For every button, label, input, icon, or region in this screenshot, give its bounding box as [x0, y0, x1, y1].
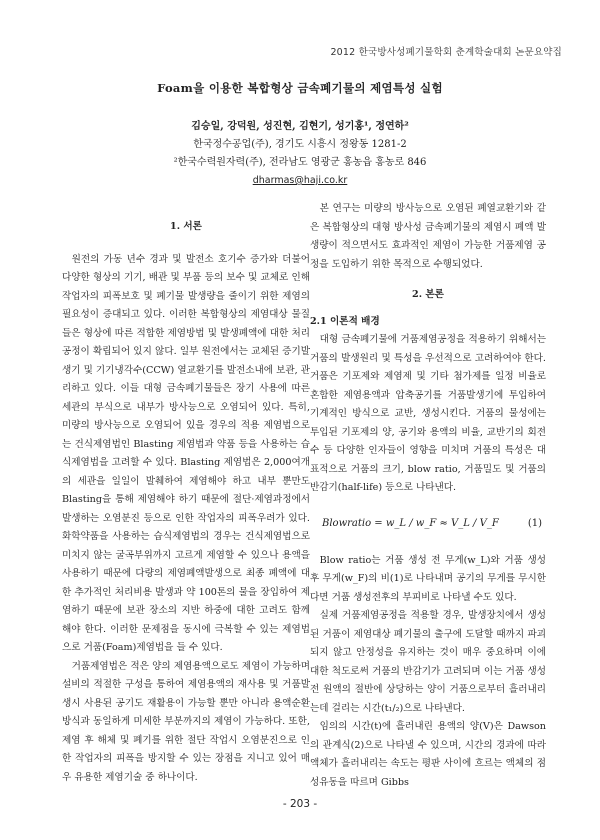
section-heading-intro: 1. 서론: [170, 221, 202, 232]
section-heading-main: 2. 본론: [412, 289, 444, 300]
intro-paragraph-1: 원전의 가동 년수 경과 및 발전소 호기수 증가와 더불어 다양한 형상의 기기, 배관 및 부품 등의 보수 및 교체로 인해 작업자의 피폭보호 및 폐기물 발생량을 줄이기 위한 제염의 필요성이 증대되고 있다. 이러한 복합형상의 제염대상 물질들은 형상에 따른 적합한 제염방법 및 발생폐액에 대한 처리공정이 확립되어 있지 않다. 일부 원전에서는 교체된 증기발생기 및 기기냉각수(CCW) 열교환기를 발전소내에 보관, 관리하고 있다. 이들 대형 금속폐기물들은 장기 사용에 따른 세관의 부식으로 내부가 방사능으로 오염되어 있다. 특히, 미량의 방사능으로 오염되어 있을 경우의 적용 제염법으로는 건식제염법인 Blasting 제염법과 약품 등을 사용하는 습식제염법을 고려할 수 있다. Blasting 제염법은 2,000여개의 세관을 일일이 발췌하여 제염해야 하고 내부 뿐만도 Blasting을 통해 제염해야 하기 때문에 절단·제염과정에서 발생하는 오염분진 등으로 인한 작업자의 피폭우려가 있다. 화학약품을 사용하는 습식제염법의 경우는 건식제염법으로 미치지 않는 굴곡부위까지 고르게 제염할 수 있으나 용액을 사용하기 때문에 다량의 제염폐액발생으로 최종 폐액에 대한 추가적인 처리비용 발생과 약 100톤의 물을 장입하여 제염하기 때문에 보관 장소의 지반 하중에 대한 고려도 함께 해야 한다. 이러한 문제점을 동시에 극복할 수 있는 제염법으로 거품(Foam)제염법을 들 수 있다.: [62, 253, 310, 653]
affiliation-1: 한국정수공업(주), 경기도 시흥시 정왕동 1281-2: [193, 139, 407, 150]
theory-paragraph-4: 임의의 시간(t)에 흘러내린 용액의 양(V)은 Dawson의 관계식(2)으로 나타낼 수 있으며, 시간의 경과에 따라 액체가 흘러내리는 속도는 평판 사이에 흐르는 액체의 점성유동을 따르며 Gibbs: [310, 721, 546, 788]
right-column: [310, 200, 546, 792]
running-header: 2012 한국방사성폐기물학회 춘계학술대회 논문요약집: [330, 47, 562, 58]
theory-paragraph-1: 대형 금속폐기물에 거품제염공정을 적용하기 위해서는 거품의 발생원리 및 특성을 우선적으로 고려하여야 한다. 거품은 기포제와 제염제 및 기타 첨가제를 일정 비율로 혼합한 제염용액과 압축공기를 거품발생기에 투입하여 기계적인 방식으로 교반, 생성시킨다. 거품의 물성에는 투입된 기포제의 양, 공기와 용액의 비율, 교반기의 회전수 등 다양한 인자들이 영향을 미치며 거품의 특성은 대표적으로 거품의 크기, blow ratio, 거품밀도 및 거품의 반감기(half-life) 등으로 나타낸다.: [310, 334, 546, 493]
author-names: 김승일, 강덕원, 성진현, 김현기, 성기홍¹, 정연하²: [191, 121, 409, 132]
intro-paragraph-3: 본 연구는 미량의 방사능으로 오염된 폐열교환기와 같은 복합형상의 대형 방사성 금속폐기물의 제염시 폐액 발생량이 적으면서도 효과적인 제염이 가능한 거품제염 공정을 도입하기 위한 목적으로 수행되었다.: [310, 203, 546, 270]
equation-number: (1): [527, 518, 542, 530]
equation-1: [310, 498, 546, 552]
theory-paragraph-3: 실제 거품제염공정을 적용할 경우, 발생장치에서 생성된 거품이 제염대상 폐기물의 출구에 도달할 때까지 파괴되지 않고 안정성을 유지하는 것이 매우 중요하며 이에 대한 척도로써 거품의 반감기가 고려되며 이는 거품 생성전 원액의 절반에 상당하는 양이 거품으로부터 흘러내리는데 걸리는 시간(t₁/₂)으로 나타낸다.: [310, 610, 546, 714]
subsection-heading: 2.1 이론적 배경: [310, 315, 380, 327]
page-number: - 203 -: [282, 798, 318, 810]
paper-title: Foam을 이용한 복합형상 금속폐기물의 제염특성 실험: [157, 81, 443, 95]
equation-body: Blowratio = w_L / w_F ≈ V_L / V_F: [322, 518, 499, 530]
intro-paragraph-2: 거품제염법은 적은 양의 제염용액으로도 제염이 가능하며 설비의 적절한 구성을 통하여 제염용액의 재사용 및 거품발생시 사용된 공기도 재활용이 가능할 뿐만 아니라 용액순환방식과 동일하게 미세한 부분까지의 제염이 가능하다. 또한, 제염 후 해체 및 폐기를 위한 절단 작업시 오염분진으로 인한 작업자의 피폭을 방지할 수 있는 장점을 지니고 있어 매우 유용한 제염기술 중 하나이다.: [62, 660, 310, 783]
author-block: [0, 118, 600, 190]
author-email[interactable]: dharmas@haji.co.kr: [252, 175, 348, 186]
affiliation-2: ²한국수력원자력(주), 전라남도 영광군 홍농읍 홍농로 846: [173, 157, 427, 168]
theory-paragraph-2: Blow ratio는 거품 생성 전 무게(w_L)와 거품 생성 후 무게(w_F)의 비(1)로 나타내며 공기의 무게를 무시한다면 거품 생성전후의 부피비로 나타낼 수도 있다.: [310, 554, 546, 603]
left-column: [62, 200, 310, 787]
